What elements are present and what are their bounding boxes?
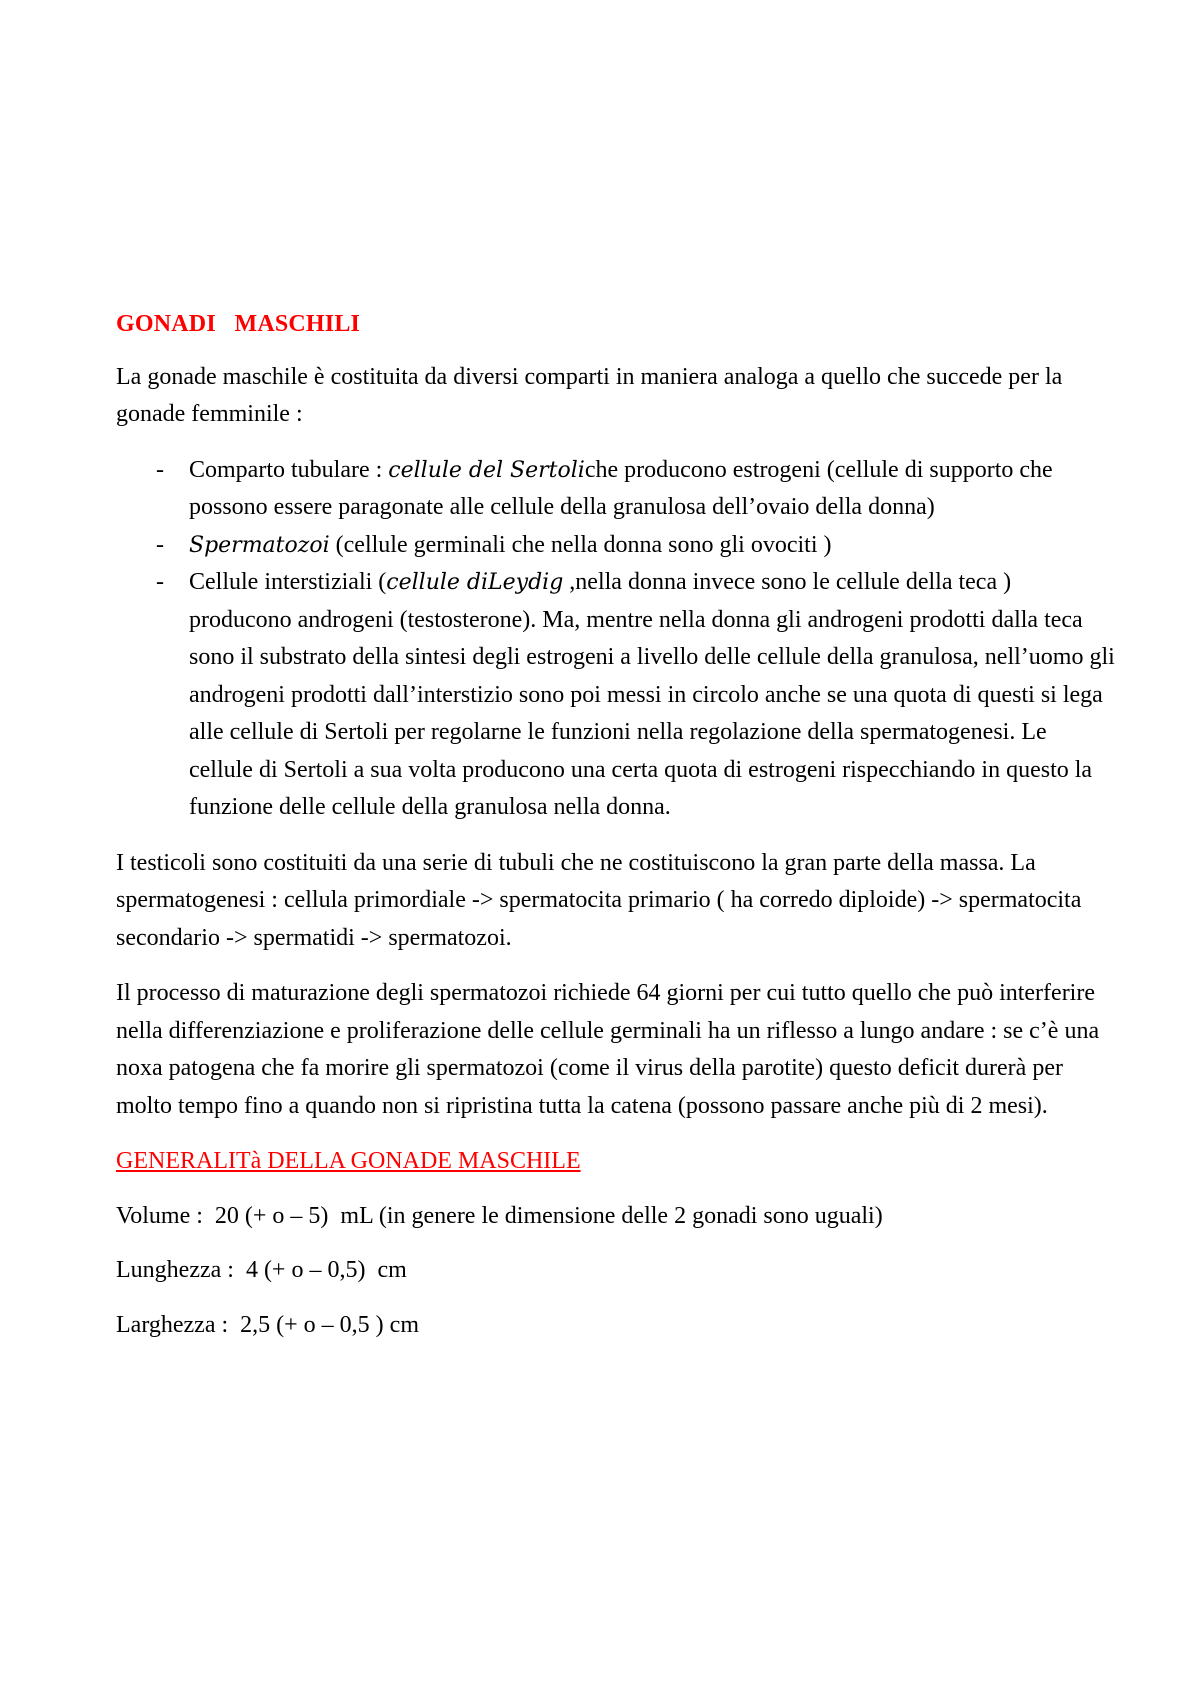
list-item-italic-term: Spermatozoi bbox=[189, 532, 330, 558]
list-item-text: che producono estrogeni (cellule di supporto che possono essere paragonate alle cellule della granulosa dell’ovaio della donna) bbox=[189, 456, 1053, 520]
list-item-lead: Cellule interstiziali ( bbox=[189, 569, 387, 595]
compartments-list bbox=[116, 452, 1116, 827]
list-item-tubular bbox=[116, 452, 1116, 527]
list-item-italic-term: cellule diLeydig bbox=[386, 570, 564, 595]
measurement-length: Lunghezza : 4 (+ o – 0,5) cm bbox=[116, 1257, 407, 1283]
measurement-width: Larghezza : 2,5 (+ o – 0,5 ) cm bbox=[116, 1311, 419, 1338]
list-item-interstitial bbox=[116, 564, 1116, 827]
testicles-paragraph: I testicoli sono costituiti da una serie di tubuli che ne costituiscono la gran parte della massa. La spermatogenesi : cellula primordiale -> spermatocita primario ( ha corredo diploide) -> spermatocita secondario -> spermatidi -> spermatozoi. bbox=[116, 849, 1082, 951]
bullet-dash: - bbox=[156, 531, 164, 558]
section-subheading: GENERALITà DELLA GONADE MASCHILE bbox=[116, 1148, 581, 1174]
bullet-dash: - bbox=[156, 569, 164, 595]
list-item-text: (cellule germinali che nella donna sono gli ovociti ) bbox=[329, 531, 832, 558]
bullet-dash: - bbox=[156, 456, 164, 483]
list-item-spermatozoi bbox=[116, 527, 1116, 565]
maturation-paragraph: Il processo di maturazione degli spermatozoi richiede 64 giorni per cui tutto quello che può interferire nella differenziazione e proliferazione delle cellule germinali ha un riflesso a lungo andare : se c’è una noxa patogena che fa morire gli spermatozoi (come il virus della parotite) questo deficit durerà per molto tempo fino a quando non si ripristina tutta la catena (possono passare anche più di 2 mesi). bbox=[116, 980, 1100, 1119]
list-item-italic-term: cellule del Sertoli bbox=[388, 457, 585, 483]
document-title: GONADI MASCHILI bbox=[116, 311, 361, 337]
intro-paragraph: La gonade maschile è costituita da diversi comparti in maniera analoga a quello che succede per la gonade femminile : bbox=[116, 363, 1063, 427]
list-item-text: ,nella donna invece sono le cellule della teca ) producono androgeni (testosterone). Ma, mentre nella donna gli androgeni prodotti dalla teca sono il substrato della sintesi degli estrogeni a livello delle cellule della granulosa, nell’uomo gli androgeni prodotti dall’interstizio sono poi messi in circolo anche se una quota di questi si lega alle cellule di Sertoli per regolarne le funzioni nella regolazione della spermatogenesi. Le cellule di Sertoli a sua volta producono una certa quota di estrogeni rispecchiando in questo la funzione delle cellule della granulosa nella donna. bbox=[189, 569, 1115, 820]
document-page bbox=[116, 306, 1116, 1361]
list-item-lead: Comparto tubulare : bbox=[189, 456, 389, 483]
measurement-volume: Volume : 20 (+ o – 5) mL (in genere le dimensione delle 2 gonadi sono uguali) bbox=[116, 1202, 883, 1229]
